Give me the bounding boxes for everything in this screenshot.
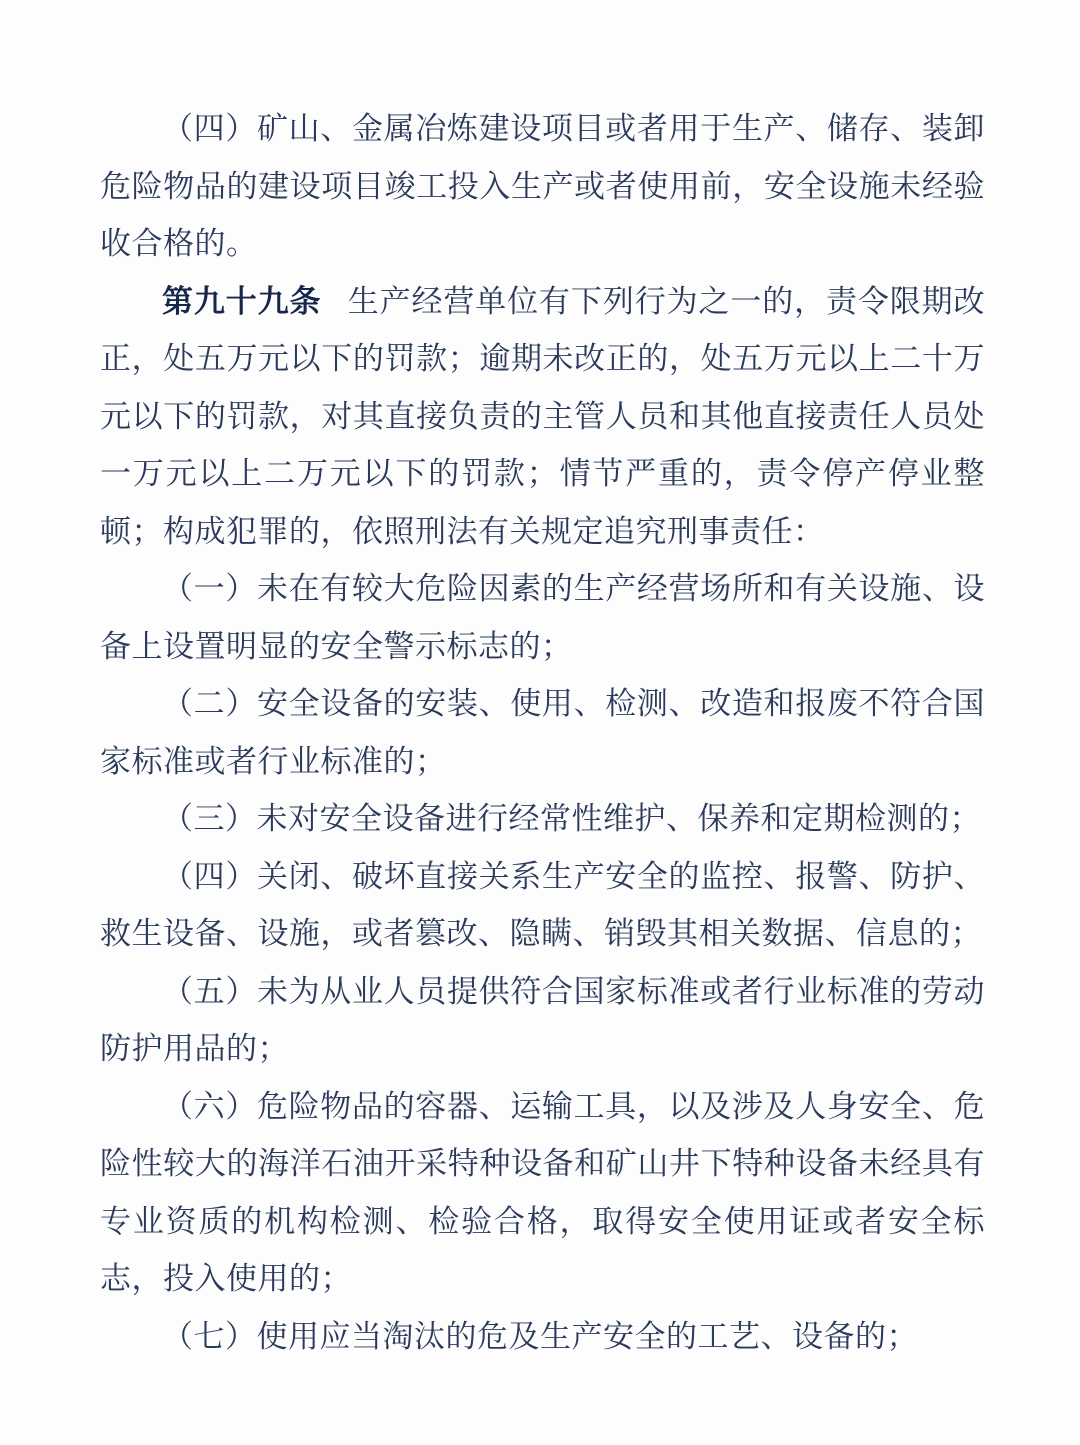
clause-item-7 bbox=[100, 1308, 985, 1366]
clause-item-2 bbox=[100, 675, 985, 790]
clause-text: （四）矿山、金属冶炼建设项目或者用于生产、储存、装卸危险物品的建设项目竣工投入生产或者使用前，安全设施未经验收合格的。 bbox=[100, 111, 985, 261]
clause-text: （七）使用应当淘汰的危及生产安全的工艺、设备的； bbox=[162, 1318, 918, 1354]
clause-text: （三）未对安全设备进行经常性维护、保养和定期检测的； bbox=[162, 801, 981, 836]
clause-item-6 bbox=[100, 1078, 985, 1308]
clause-text: （二）安全设备的安装、使用、检测、改造和报废不符合国家标准或者行业标准的； bbox=[100, 686, 985, 779]
article-body-text: 生产经营单位有下列行为之一的，责令限期改正，处五万元以下的罚款；逾期未改正的，处五万元以上二十万元以下的罚款，对其直接负责的主管人员和其他直接责任人员处一万元以上二万元以下的罚款；情节严重的，责令停产停业整顿；构成犯罪的，依照刑法有关规定追究刑事责任： bbox=[100, 283, 986, 549]
clause-item-1 bbox=[100, 560, 985, 675]
clause-text: （四）关闭、破坏直接关系生产安全的监控、报警、防护、救生设备、设施，或者篡改、隐瞒、销毁其相关数据、信息的； bbox=[100, 858, 985, 951]
article-number-heading: 第九十九条 bbox=[162, 283, 322, 319]
clause-item-3 bbox=[100, 790, 985, 848]
clause-text: （五）未为从业人员提供符合国家标准或者行业标准的劳动防护用品的； bbox=[100, 973, 985, 1066]
clause-item-4 bbox=[100, 848, 985, 963]
clause-text: （六）危险物品的容器、运输工具，以及涉及人身安全、危险性较大的海洋石油开采特种设备和矿山井下特种设备未经具有专业资质的机构检测、检验合格，取得安全使用证或者安全标志，投入使用的； bbox=[100, 1088, 985, 1296]
clause-text: （一）未在有较大危险因素的生产经营场所和有关设施、设备上设置明显的安全警示标志的； bbox=[100, 571, 985, 664]
clause-item-5 bbox=[100, 963, 985, 1078]
clause-item-4-previous-article bbox=[100, 100, 985, 273]
article-99-paragraph bbox=[100, 273, 985, 561]
